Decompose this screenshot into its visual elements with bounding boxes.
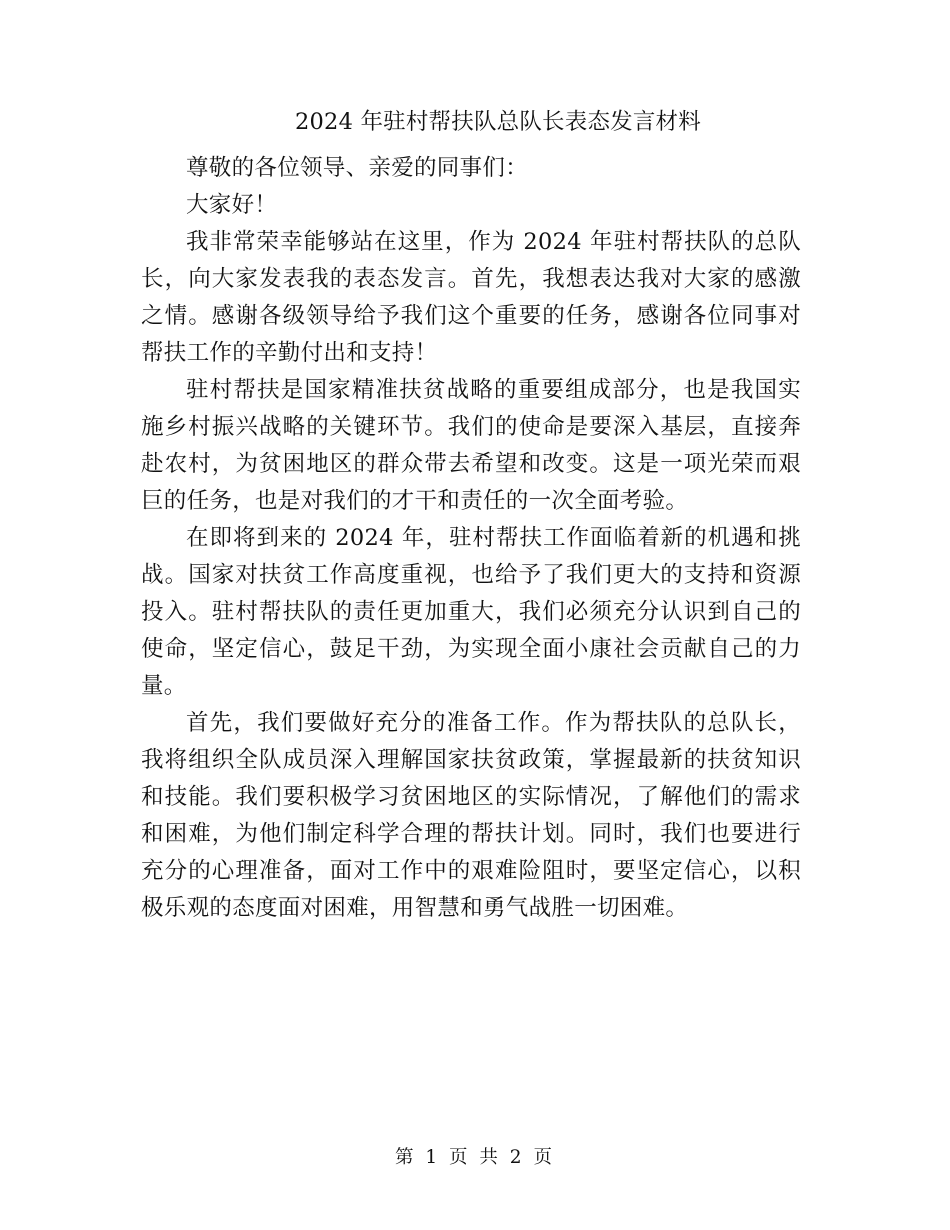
paragraph-opportunities: 在即将到来的 2024 年，驻村帮扶工作面临着新的机遇和挑战。国家对扶贫工作高度重视，也给予了我们更大的支持和资源投入。驻村帮扶队的责任更加重大，我们必须充分认识到自己的使命，坚定信心，鼓足干劲，为实现全面小康社会贡献自己的力量。 bbox=[141, 525, 801, 699]
paragraph-preparation: 首先，我们要做好充分的准备工作。作为帮扶队的总队长，我将组织全队成员深入理解国家扶贫政策，掌握最新的扶贫知识和技能。我们要积极学习贫困地区的实际情况，了解他们的需求和困难，为他们制定科学合理的帮扶计划。同时，我们也要进行充分的心理准备，面对工作中的艰难险阻时，要坚定信心，以积极乐观的态度面对困难，用智慧和勇气战胜一切困难。 bbox=[141, 710, 801, 921]
paragraph-greeting: 大家好！ bbox=[186, 192, 278, 218]
document-title: 2024 年驻村帮扶队总队长表态发言材料 bbox=[295, 109, 701, 135]
paragraph-introduction: 我非常荣幸能够站在这里，作为 2024 年驻村帮扶队的总队长，向大家发表我的表态发言。首先，我想表达我对大家的感激之情。感谢各级领导给予我们这个重要的任务，感谢各位同事对帮扶工作的辛勤付出和支持！ bbox=[141, 229, 801, 366]
page-number-footer: 第 1 页 共 2 页 bbox=[395, 1147, 555, 1168]
paragraph-mission: 驻村帮扶是国家精准扶贫战略的重要组成部分，也是我国实施乡村振兴战略的关键环节。我们的使命是要深入基层，直接奔赴农村，为贫困地区的群众带去希望和改变。这是一项光荣而艰巨的任务，也是对我们的才干和责任的一次全面考验。 bbox=[141, 377, 801, 514]
document-body bbox=[141, 150, 801, 927]
paragraph-salutation: 尊敬的各位领导、亲爱的同事们： bbox=[186, 155, 529, 181]
